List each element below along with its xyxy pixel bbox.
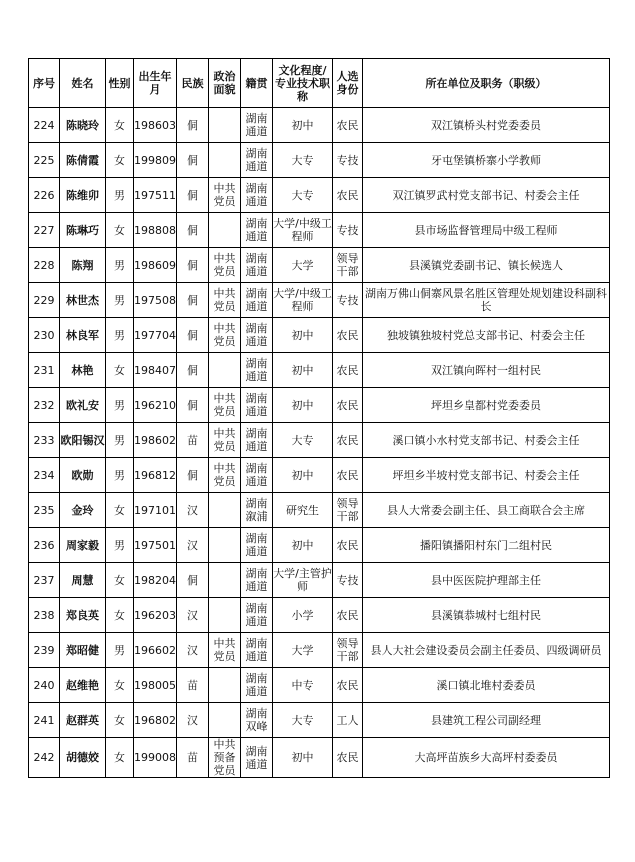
table-row <box>29 598 610 633</box>
cell-ethnic: 侗 <box>177 283 209 318</box>
cell-native: 湖南通道 <box>241 563 273 598</box>
header-ethnic: 民族 <box>177 59 209 108</box>
cell-native: 湖南通道 <box>241 178 273 213</box>
header-name: 姓名 <box>60 59 106 108</box>
cell-native: 湖南溆浦 <box>241 493 273 528</box>
cell-ethnic: 苗 <box>177 668 209 703</box>
cell-identity: 农民 <box>333 738 363 778</box>
cell-name: 陈倩霞 <box>60 143 106 178</box>
cell-native: 湖南通道 <box>241 458 273 493</box>
cell-party <box>209 528 241 563</box>
cell-name: 陈翔 <box>60 248 106 283</box>
cell-party: 中共党员 <box>209 178 241 213</box>
cell-job: 县溪镇党委副书记、镇长候选人 <box>363 248 610 283</box>
cell-job: 坪坦乡皇都村党委委员 <box>363 388 610 423</box>
cell-party: 中共党员 <box>209 633 241 668</box>
cell-education: 大专 <box>273 703 333 738</box>
cell-sex: 男 <box>106 458 134 493</box>
cell-native: 湖南通道 <box>241 423 273 458</box>
cell-no: 240 <box>29 668 60 703</box>
cell-job: 双江镇桥头村党委委员 <box>363 108 610 143</box>
cell-identity: 专技 <box>333 213 363 248</box>
cell-sex: 男 <box>106 388 134 423</box>
cell-ethnic: 汉 <box>177 633 209 668</box>
cell-no: 241 <box>29 703 60 738</box>
cell-name: 胡德姣 <box>60 738 106 778</box>
table-row <box>29 423 610 458</box>
cell-native: 湖南通道 <box>241 143 273 178</box>
cell-party: 中共预备党员 <box>209 738 241 778</box>
cell-job: 独坡镇独坡村党总支部书记、村委会主任 <box>363 318 610 353</box>
cell-identity: 专技 <box>333 143 363 178</box>
cell-no: 230 <box>29 318 60 353</box>
cell-education: 初中 <box>273 353 333 388</box>
cell-party <box>209 668 241 703</box>
cell-education: 大学 <box>273 248 333 283</box>
cell-name: 林艳 <box>60 353 106 388</box>
cell-identity: 农民 <box>333 353 363 388</box>
cell-no: 231 <box>29 353 60 388</box>
cell-job: 溪口镇小水村党支部书记、村委会主任 <box>363 423 610 458</box>
cell-birth: 196812 <box>134 458 177 493</box>
cell-no: 232 <box>29 388 60 423</box>
cell-party <box>209 143 241 178</box>
cell-education: 大专 <box>273 178 333 213</box>
cell-job: 县建筑工程公司副经理 <box>363 703 610 738</box>
cell-education: 大学/主管护师 <box>273 563 333 598</box>
cell-job: 坪坦乡半坡村党支部书记、村委会主任 <box>363 458 610 493</box>
header-birth: 出生年月 <box>134 59 177 108</box>
table-row <box>29 668 610 703</box>
table-body <box>29 108 610 778</box>
cell-party <box>209 703 241 738</box>
table-row <box>29 143 610 178</box>
cell-sex: 男 <box>106 633 134 668</box>
cell-birth: 196802 <box>134 703 177 738</box>
cell-name: 欧礼安 <box>60 388 106 423</box>
cell-education: 初中 <box>273 388 333 423</box>
cell-education: 大学 <box>273 633 333 668</box>
header-identity: 人选身份 <box>333 59 363 108</box>
cell-party <box>209 353 241 388</box>
table-row <box>29 178 610 213</box>
cell-ethnic: 侗 <box>177 353 209 388</box>
cell-job: 县人大常委会副主任、县工商联合会主席 <box>363 493 610 528</box>
cell-name: 欧勋 <box>60 458 106 493</box>
table-row <box>29 563 610 598</box>
cell-education: 初中 <box>273 528 333 563</box>
cell-native: 湖南通道 <box>241 633 273 668</box>
cell-birth: 198602 <box>134 423 177 458</box>
cell-party: 中共党员 <box>209 388 241 423</box>
cell-native: 湖南通道 <box>241 353 273 388</box>
table-row <box>29 248 610 283</box>
cell-name: 郑良英 <box>60 598 106 633</box>
cell-no: 239 <box>29 633 60 668</box>
cell-identity: 农民 <box>333 318 363 353</box>
cell-sex: 女 <box>106 668 134 703</box>
cell-name: 周慧 <box>60 563 106 598</box>
cell-ethnic: 侗 <box>177 318 209 353</box>
cell-ethnic: 苗 <box>177 423 209 458</box>
cell-identity: 农民 <box>333 388 363 423</box>
cell-identity: 农民 <box>333 528 363 563</box>
cell-name: 陈晓玲 <box>60 108 106 143</box>
cell-party <box>209 213 241 248</box>
table-header-row <box>29 59 610 108</box>
cell-education: 大学/中级工程师 <box>273 213 333 248</box>
cell-native: 湖南通道 <box>241 318 273 353</box>
header-no: 序号 <box>29 59 60 108</box>
header-native: 籍贯 <box>241 59 273 108</box>
table-row <box>29 458 610 493</box>
cell-education: 初中 <box>273 318 333 353</box>
cell-sex: 男 <box>106 318 134 353</box>
cell-education: 大专 <box>273 423 333 458</box>
cell-party: 中共党员 <box>209 458 241 493</box>
cell-job: 牙屯堡镇桥寨小学教师 <box>363 143 610 178</box>
cell-birth: 198407 <box>134 353 177 388</box>
cell-ethnic: 汉 <box>177 703 209 738</box>
table-row <box>29 738 610 778</box>
cell-birth: 198204 <box>134 563 177 598</box>
header-education: 文化程度/专业技术职称 <box>273 59 333 108</box>
cell-sex: 女 <box>106 213 134 248</box>
cell-no: 235 <box>29 493 60 528</box>
cell-ethnic: 汉 <box>177 598 209 633</box>
cell-ethnic: 侗 <box>177 213 209 248</box>
cell-job: 双江镇向晖村一组村民 <box>363 353 610 388</box>
cell-no: 229 <box>29 283 60 318</box>
cell-job: 双江镇罗武村党支部书记、村委会主任 <box>363 178 610 213</box>
cell-ethnic: 侗 <box>177 458 209 493</box>
cell-native: 湖南通道 <box>241 598 273 633</box>
cell-birth: 197508 <box>134 283 177 318</box>
cell-name: 金玲 <box>60 493 106 528</box>
cell-identity: 专技 <box>333 563 363 598</box>
cell-party <box>209 108 241 143</box>
cell-sex: 男 <box>106 248 134 283</box>
cell-no: 242 <box>29 738 60 778</box>
cell-job: 县市场监督管理局中级工程师 <box>363 213 610 248</box>
cell-sex: 男 <box>106 178 134 213</box>
cell-job: 县溪镇恭城村七组村民 <box>363 598 610 633</box>
cell-no: 233 <box>29 423 60 458</box>
cell-birth: 198609 <box>134 248 177 283</box>
cell-ethnic: 侗 <box>177 178 209 213</box>
cell-native: 湖南通道 <box>241 528 273 563</box>
cell-ethnic: 侗 <box>177 388 209 423</box>
cell-party: 中共党员 <box>209 423 241 458</box>
cell-education: 初中 <box>273 108 333 143</box>
cell-sex: 男 <box>106 283 134 318</box>
cell-name: 林良军 <box>60 318 106 353</box>
cell-birth: 199809 <box>134 143 177 178</box>
cell-native: 湖南通道 <box>241 738 273 778</box>
cell-sex: 女 <box>106 563 134 598</box>
cell-name: 赵群英 <box>60 703 106 738</box>
cell-no: 227 <box>29 213 60 248</box>
cell-birth: 197704 <box>134 318 177 353</box>
header-party: 政治面貌 <box>209 59 241 108</box>
cell-no: 238 <box>29 598 60 633</box>
cell-identity: 领导干部 <box>333 493 363 528</box>
cell-no: 228 <box>29 248 60 283</box>
cell-birth: 196203 <box>134 598 177 633</box>
cell-sex: 女 <box>106 353 134 388</box>
cell-ethnic: 苗 <box>177 738 209 778</box>
cell-sex: 男 <box>106 528 134 563</box>
cell-identity: 农民 <box>333 598 363 633</box>
cell-ethnic: 侗 <box>177 143 209 178</box>
cell-name: 郑昭健 <box>60 633 106 668</box>
cell-birth: 197101 <box>134 493 177 528</box>
cell-birth: 198808 <box>134 213 177 248</box>
cell-party: 中共党员 <box>209 283 241 318</box>
table-row <box>29 213 610 248</box>
cell-name: 欧阳锡汉 <box>60 423 106 458</box>
cell-identity: 农民 <box>333 458 363 493</box>
cell-native: 湖南通道 <box>241 668 273 703</box>
cell-ethnic: 侗 <box>177 248 209 283</box>
cell-identity: 农民 <box>333 178 363 213</box>
cell-identity: 农民 <box>333 108 363 143</box>
cell-native: 湖南通道 <box>241 248 273 283</box>
cell-birth: 196210 <box>134 388 177 423</box>
cell-identity: 领导干部 <box>333 633 363 668</box>
cell-no: 225 <box>29 143 60 178</box>
cell-no: 236 <box>29 528 60 563</box>
table-row <box>29 353 610 388</box>
cell-identity: 农民 <box>333 668 363 703</box>
cell-birth: 197511 <box>134 178 177 213</box>
cell-native: 湖南通道 <box>241 213 273 248</box>
cell-job: 县人大社会建设委员会副主任委员、四级调研员 <box>363 633 610 668</box>
cell-party <box>209 563 241 598</box>
cell-sex: 女 <box>106 143 134 178</box>
header-job: 所在单位及职务（职级） <box>363 59 610 108</box>
cell-education: 研究生 <box>273 493 333 528</box>
cell-no: 224 <box>29 108 60 143</box>
cell-no: 234 <box>29 458 60 493</box>
cell-name: 赵维艳 <box>60 668 106 703</box>
candidate-table <box>28 58 610 778</box>
cell-job: 播阳镇播阳村东门二组村民 <box>363 528 610 563</box>
cell-sex: 女 <box>106 598 134 633</box>
cell-education: 中专 <box>273 668 333 703</box>
cell-education: 大学/中级工程师 <box>273 283 333 318</box>
cell-no: 237 <box>29 563 60 598</box>
table-row <box>29 388 610 423</box>
cell-job: 县中医医院护理部主任 <box>363 563 610 598</box>
cell-job: 湖南万佛山侗寨风景名胜区管理处规划建设科副科长 <box>363 283 610 318</box>
table-row <box>29 318 610 353</box>
cell-education: 初中 <box>273 738 333 778</box>
cell-party: 中共党员 <box>209 248 241 283</box>
table-row <box>29 283 610 318</box>
cell-identity: 领导干部 <box>333 248 363 283</box>
cell-name: 陈琳巧 <box>60 213 106 248</box>
cell-birth: 198005 <box>134 668 177 703</box>
cell-identity: 农民 <box>333 423 363 458</box>
table-row <box>29 493 610 528</box>
cell-native: 湖南双峰 <box>241 703 273 738</box>
cell-sex: 女 <box>106 108 134 143</box>
cell-birth: 199008 <box>134 738 177 778</box>
cell-sex: 女 <box>106 493 134 528</box>
cell-sex: 女 <box>106 703 134 738</box>
cell-native: 湖南通道 <box>241 108 273 143</box>
cell-ethnic: 汉 <box>177 528 209 563</box>
cell-birth: 197501 <box>134 528 177 563</box>
cell-party <box>209 598 241 633</box>
cell-ethnic: 侗 <box>177 108 209 143</box>
cell-sex: 男 <box>106 423 134 458</box>
table-row <box>29 528 610 563</box>
cell-job: 大高坪苗族乡大高坪村委委员 <box>363 738 610 778</box>
cell-education: 小学 <box>273 598 333 633</box>
cell-party <box>209 493 241 528</box>
table-row <box>29 633 610 668</box>
cell-education: 大专 <box>273 143 333 178</box>
cell-native: 湖南通道 <box>241 388 273 423</box>
cell-education: 初中 <box>273 458 333 493</box>
cell-identity: 专技 <box>333 283 363 318</box>
cell-sex: 女 <box>106 738 134 778</box>
table-row <box>29 703 610 738</box>
cell-name: 周家毅 <box>60 528 106 563</box>
cell-ethnic: 侗 <box>177 563 209 598</box>
cell-ethnic: 汉 <box>177 493 209 528</box>
cell-no: 226 <box>29 178 60 213</box>
cell-party: 中共党员 <box>209 318 241 353</box>
table-row <box>29 108 610 143</box>
cell-birth: 198603 <box>134 108 177 143</box>
cell-native: 湖南通道 <box>241 283 273 318</box>
cell-birth: 196602 <box>134 633 177 668</box>
header-sex: 性别 <box>106 59 134 108</box>
cell-name: 陈维卯 <box>60 178 106 213</box>
cell-identity: 工人 <box>333 703 363 738</box>
cell-job: 溪口镇北堆村委委员 <box>363 668 610 703</box>
cell-name: 林世杰 <box>60 283 106 318</box>
